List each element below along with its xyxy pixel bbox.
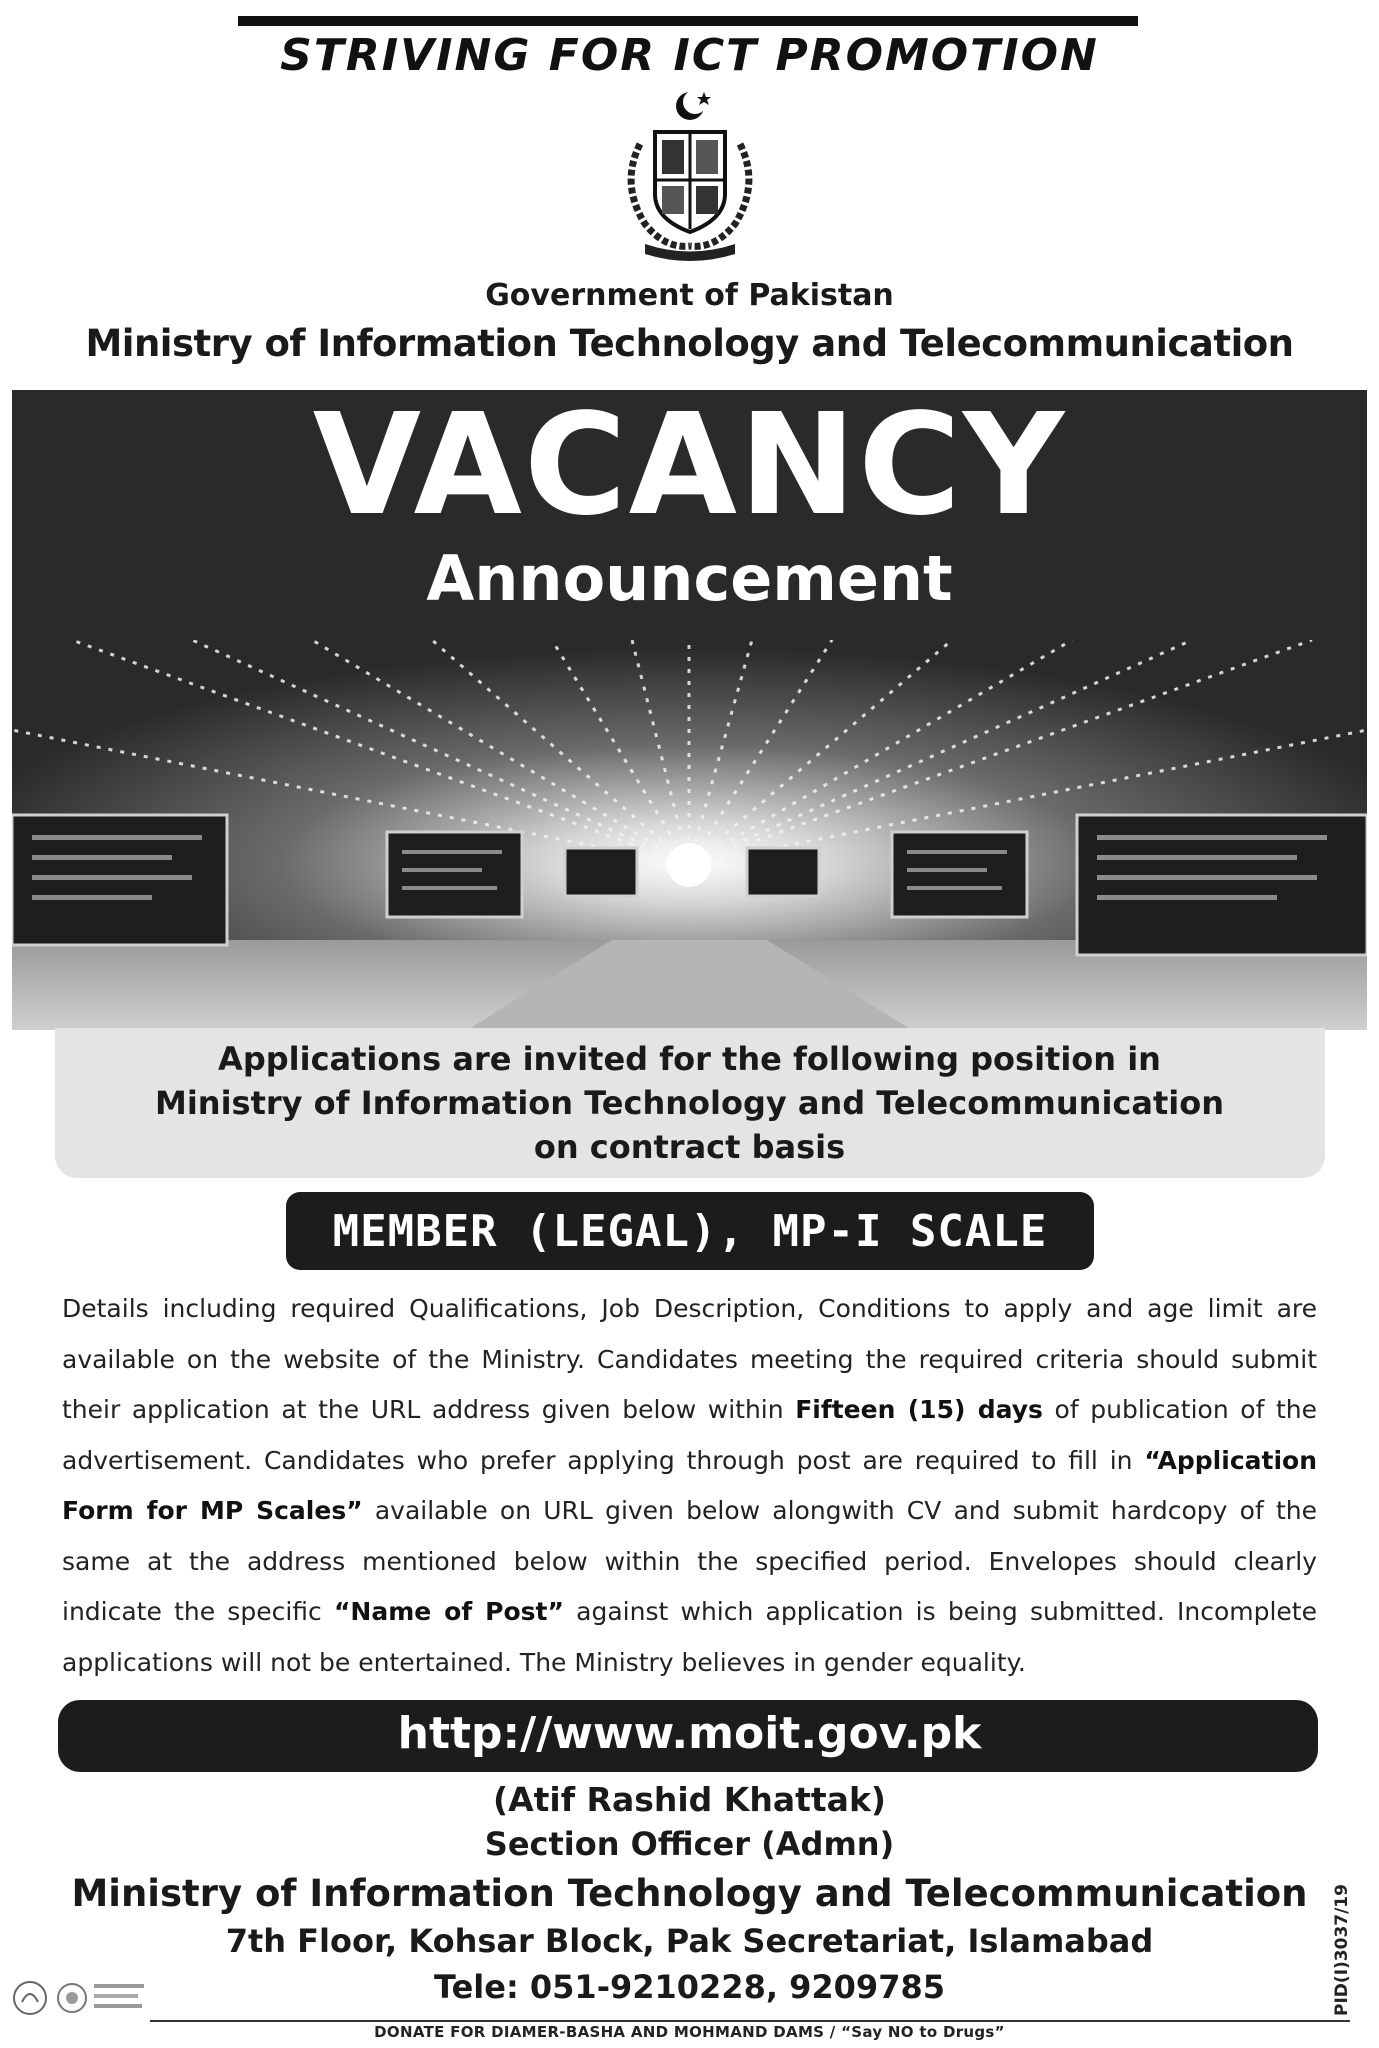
digital-tunnel-illustration [12,640,1367,1030]
website-url[interactable]: http://www.moit.gov.pk [397,1708,982,1759]
invitation-line-3: on contract basis [533,1128,846,1166]
vacancy-banner [12,390,1367,1030]
signatory-name: (Atif Rashid Khattak) [493,1780,886,1819]
state-emblem-icon [600,84,780,264]
invitation-line-1: Applications are invited for the following position in [218,1040,1161,1078]
top-rule [238,16,1138,26]
deadline-text: Fifteen (15) days [795,1395,1043,1424]
banner-title: VACANCY [312,390,1067,547]
government-name: Government of Pakistan [485,278,894,313]
signatory-ministry: Ministry of Information Technology and Telecommunication [71,1872,1308,1915]
invitation-line-2: Ministry of Information Technology and Telecommunication [154,1084,1224,1122]
details-text-2: of publication of the advertisement. Candidates who prefer applying through post are required to fill in [62,1395,1318,1475]
tagline: STRIVING FOR ICT PROMOTION [280,30,1099,81]
details-paragraph [62,1284,1317,1688]
pid-number: PID(I)3037/19 [1332,1884,1352,2016]
post-title: MEMBER (LEGAL), MP-I SCALE [332,1206,1048,1257]
footer-slogan: DONATE FOR DIAMER-BASHA AND MOHMAND DAMS / “Say NO to Drugs” [374,2023,1005,2041]
signatory-address: 7th Floor, Kohsar Block, Pak Secretariat, Islamabad [225,1922,1154,1960]
campaign-logos-icon [10,1972,150,2024]
details-text-3: available on URL given below alongwith CV and submit hardcopy of the same at the address mentioned below within the specified period. Envelopes should clearly indicate the specific [62,1496,1317,1626]
signatory-phone: Tele: 051-9210228, 9209785 [434,1968,945,2006]
ministry-name: Ministry of Information Technology and Telecommunication [85,322,1294,365]
name-of-post-text: “Name of Post” [333,1597,564,1626]
details-text-4: against which application is being submitted. Incomplete applications will not be entertained. The Ministry believes in gender equality. [62,1597,1317,1677]
details-text-1: Details including required Qualifications, Job Description, Conditions to apply and age limit are available on the website of the Ministry. Candidates meeting the required criteria should submit their application at the URL address given below within [62,1294,1317,1424]
banner-subtitle: Announcement [426,542,953,615]
form-name-text: “Application Form for MP Scales” [62,1445,1317,1525]
signatory-designation: Section Officer (Admn) [484,1825,895,1863]
footer-rule [150,2020,1350,2022]
